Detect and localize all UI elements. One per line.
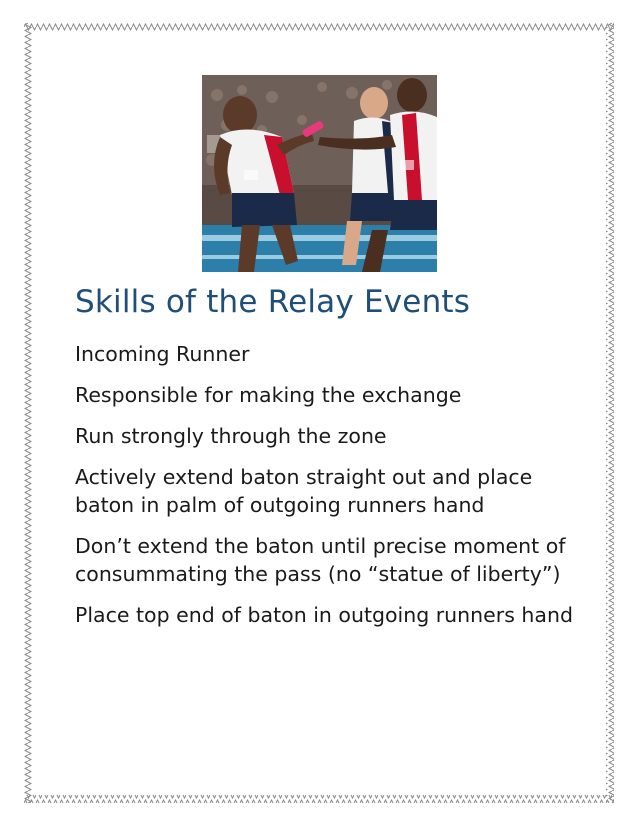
list-item: Run strongly through the zone — [75, 424, 387, 448]
skills-list — [75, 340, 575, 642]
list-item: Responsible for making the exchange — [75, 383, 462, 407]
list-item: Incoming Runner — [75, 342, 250, 366]
relay-photo — [202, 75, 437, 272]
list-item: Place top end of baton in outgoing runners hand — [75, 603, 573, 627]
relay-baton-handoff-photo-icon — [202, 75, 437, 272]
list-item: Don’t extend the baton until precise moment of consummating the pass (no “statue of liberty”) — [75, 534, 566, 586]
list-item: Actively extend baton straight out and place baton in palm of outgoing runners hand — [75, 465, 533, 517]
page-title: Skills of the Relay Events — [75, 284, 471, 320]
